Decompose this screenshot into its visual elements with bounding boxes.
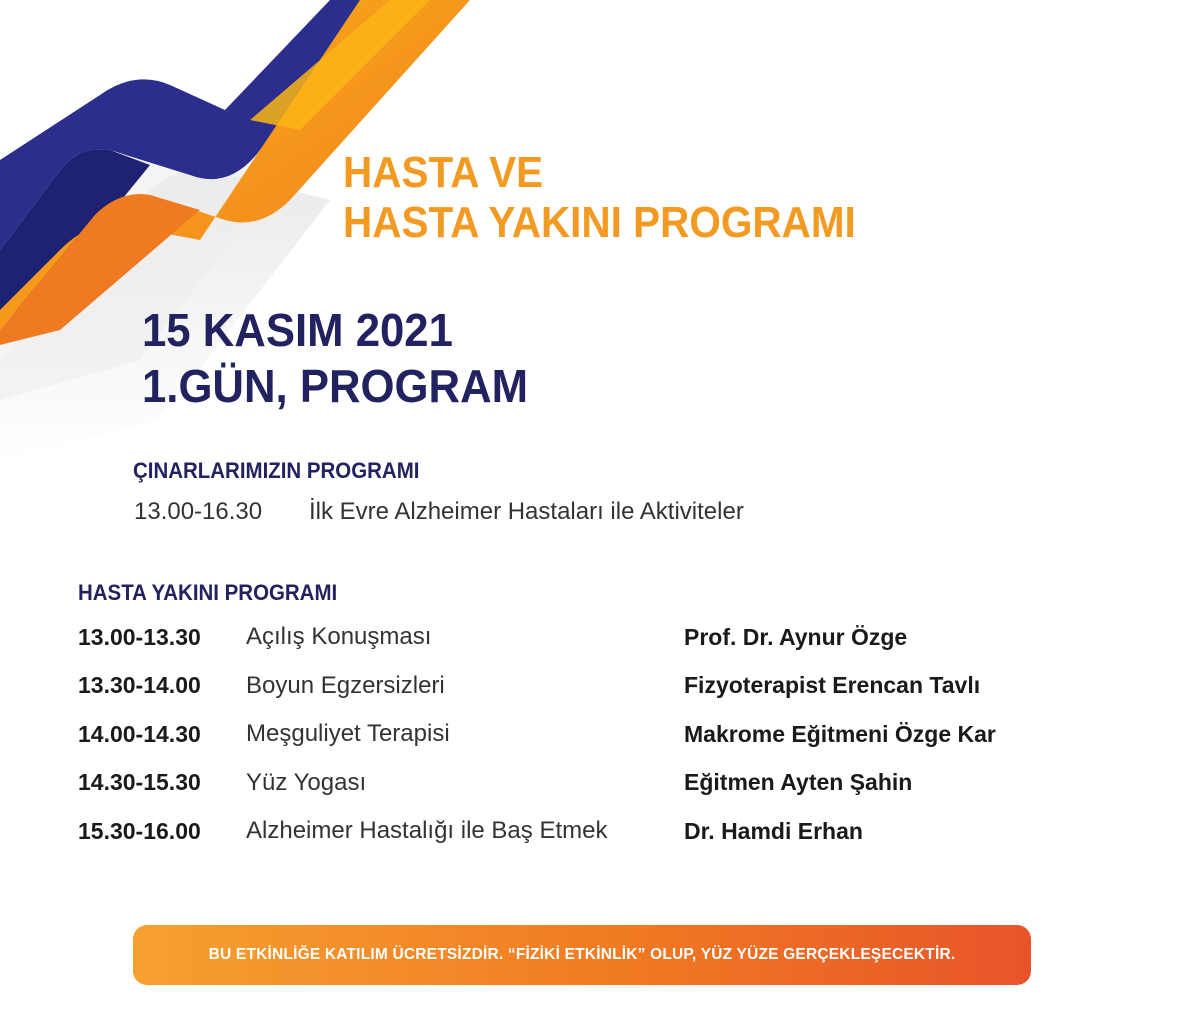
date-heading	[142, 302, 528, 414]
cinarlar-row	[134, 498, 744, 526]
row-topic: Boyun Egzersizleri	[246, 671, 445, 699]
program-title	[343, 148, 856, 248]
day-line: 1.GÜN, PROGRAM	[142, 360, 529, 412]
row-speaker: Eğitmen Ayten Şahin	[684, 769, 913, 796]
row-time: 14.00-14.30	[78, 720, 201, 747]
row-time: 13.00-13.30	[78, 623, 201, 650]
row-speaker: Prof. Dr. Aynur Özge	[684, 623, 908, 650]
row-speaker: Fizyoterapist Erencan Tavlı	[684, 672, 981, 699]
cinarlar-time: 13.00-16.30	[134, 498, 263, 525]
cinarlar-activity: İlk Evre Alzheimer Hastaları ile Aktiviteler	[309, 498, 744, 525]
row-topic: Alzheimer Hastalığı ile Baş Etmek	[246, 817, 608, 845]
free-event-banner	[133, 925, 1031, 985]
cinarlar-heading: ÇINARLARIMIZIN PROGRAMI	[133, 458, 420, 483]
row-topic: Yüz Yogası	[246, 768, 367, 796]
row-time: 14.30-15.30	[78, 769, 201, 796]
row-topic: Açılış Konuşması	[246, 623, 432, 651]
table-row	[78, 807, 996, 856]
table-row	[78, 613, 996, 662]
schedule-table	[78, 613, 996, 856]
banner-text: BU ETKİNLİĞE KATILIM ÜCRETSİZDİR. “FİZİKİ ETKİNLİK” OLUP, YÜZ YÜZE GERÇEKLEŞECEKTİR.	[208, 946, 956, 963]
row-time: 13.30-14.00	[78, 672, 201, 699]
row-topic: Meşguliyet Terapisi	[246, 720, 450, 748]
date-line: 15 KASIM 2021	[142, 304, 453, 356]
row-time: 15.30-16.00	[78, 817, 201, 844]
table-row	[78, 759, 996, 808]
title-line-2: HASTA YAKINI PROGRAMI	[343, 198, 856, 247]
hasta-yakini-heading: HASTA YAKINI PROGRAMI	[78, 580, 338, 605]
row-speaker: Makrome Eğitmeni Özge Kar	[684, 720, 996, 747]
table-row	[78, 662, 996, 711]
table-row	[78, 710, 996, 759]
title-line-1: HASTA VE	[343, 148, 544, 197]
row-speaker: Dr. Hamdi Erhan	[684, 817, 863, 844]
